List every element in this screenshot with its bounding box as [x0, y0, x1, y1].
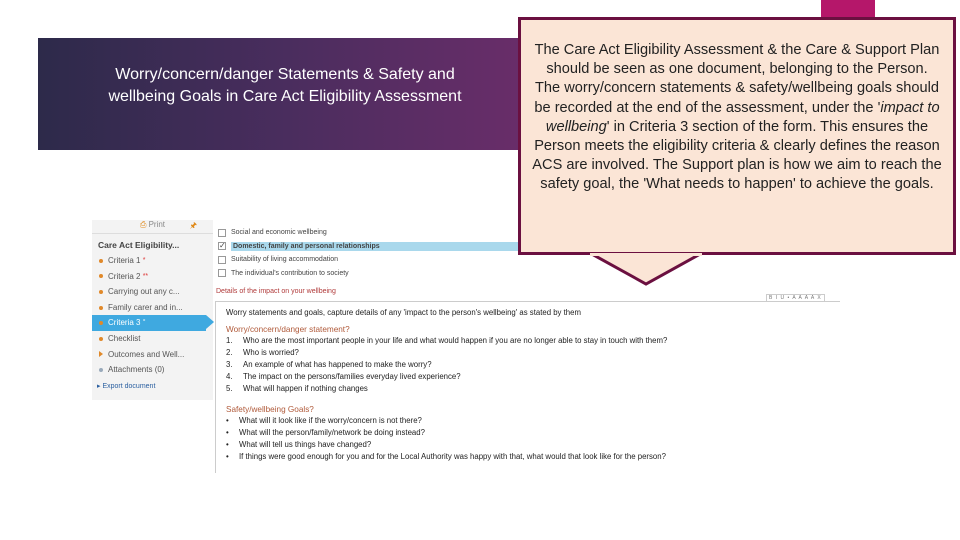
expand-arrow-icon — [99, 351, 103, 357]
worry-heading: Worry/concern/danger statement? — [226, 325, 350, 334]
sidebar-item-attachments[interactable] — [92, 362, 213, 378]
print-label: Print — [148, 220, 166, 229]
sidebar-heading: Care Act Eligibility... — [98, 240, 180, 250]
checkbox-domestic[interactable] — [218, 240, 521, 254]
bullet-icon — [99, 337, 103, 341]
callout-text: The worry/concern statements & safety/wellbeing goals should be recorded at the end of the assessment, under the ' — [534, 80, 939, 116]
bullet-icon — [99, 321, 103, 325]
bullet-icon — [99, 274, 103, 278]
checkbox[interactable] — [218, 269, 226, 277]
sidebar-item-carrying-out[interactable] — [92, 284, 213, 300]
item-text: What will the person/family/network be doing instead? — [239, 428, 425, 437]
list-item: 2. Who is worried? — [226, 348, 299, 357]
bullet-icon — [99, 259, 103, 263]
item-text: What will it look like if the worry/concern is not there? — [239, 416, 422, 425]
label: Carrying out any c... — [108, 287, 180, 297]
list-item: 5. What will happen if nothing changes — [226, 384, 368, 393]
goals-heading: Safety/wellbeing Goals? — [226, 405, 314, 414]
details-label: Details of the impact on your wellbeing — [216, 288, 336, 295]
list-item: • If things were good enough for you and for the Local Authority was happy with that, what would that look like for the person? — [226, 452, 666, 461]
checkbox-accommodation[interactable] — [218, 253, 521, 267]
worry-list — [226, 335, 840, 395]
item-text: The impact on the persons/families everyday lived experience? — [243, 372, 461, 381]
printer-icon: ⎙ — [139, 220, 149, 229]
item-text: What will tell us things have changed? — [239, 440, 372, 449]
label: Export document — [102, 382, 156, 390]
sidebar-item-criteria-1[interactable] — [92, 253, 213, 269]
list-item: • What will it look like if the worry/concern is not there? — [226, 416, 422, 425]
list-item: • What will tell us things have changed? — [226, 440, 372, 449]
checkbox-checked[interactable]: ✓ — [219, 241, 226, 251]
label: Outcomes and Well... — [108, 349, 185, 359]
label: Criteria 3 — [108, 318, 141, 328]
sidebar-item-criteria-3[interactable] — [92, 315, 206, 331]
mark: ** — [142, 272, 149, 280]
decorative-block — [821, 0, 875, 18]
editor-intro: Worry statements and goals, capture details of any 'impact to the person's wellbeing' as stated by them — [226, 308, 581, 317]
mark: ° — [142, 319, 146, 327]
checkbox[interactable] — [218, 256, 226, 264]
callout-text: ' in Criteria 3 section of the form. This ensures the Person meets the eligibility criteria & clearly defines the reason ACS are involved. The Support plan is how we aim to reach the safety goal, the 'What needs to happen' to achieve the goals. — [532, 118, 942, 193]
checkbox-social[interactable] — [218, 226, 521, 240]
bullet-icon — [99, 306, 103, 310]
label: Criteria 1 — [108, 256, 141, 265]
sidebar-item-outcomes[interactable] — [92, 347, 213, 363]
label: Checklist — [108, 333, 141, 343]
item-text: If things were good enough for you and for the Local Authority was happy with that, what would that look like for the person? — [239, 452, 666, 461]
pin-icon[interactable]: 🖈 — [189, 221, 197, 230]
label: Social and economic wellbeing — [231, 229, 327, 237]
list-item: 3. An example of what has happened to make the worry? — [226, 360, 432, 369]
callout-box — [518, 17, 956, 255]
callout-pointer — [590, 253, 705, 288]
goals-list — [226, 415, 840, 463]
wellbeing-checkbox-list — [218, 226, 521, 280]
export-document-link[interactable]: ▸ Export document — [97, 382, 156, 390]
item-text: What will happen if nothing changes — [243, 384, 368, 393]
sidebar — [92, 220, 213, 400]
callout-para-2 — [529, 79, 945, 194]
sidebar-item-criteria-2[interactable] — [92, 269, 213, 285]
list-item: • What will the person/family/network be doing instead? — [226, 428, 425, 437]
item-text: An example of what has happened to make the worry? — [243, 360, 432, 369]
label: Suitability of living accommodation — [231, 256, 338, 264]
bullet-icon — [99, 290, 103, 294]
formatting-toolbar[interactable]: B I U • A A A A X — [766, 294, 825, 302]
list-item: 1. Who are the most important people in your life and what would happen if you are no longer able to stay in touch with them? — [226, 336, 668, 345]
sidebar-item-family-carer[interactable] — [92, 300, 213, 316]
label: Criteria 2 — [108, 271, 141, 281]
item-text: Who are the most important people in your life and what would happen if you are no longer able to stay in touch with them? — [243, 336, 668, 345]
checkbox[interactable] — [218, 229, 226, 237]
attachment-icon — [99, 368, 103, 372]
sidebar-item-checklist[interactable] — [92, 331, 213, 347]
wellbeing-details-editor[interactable] — [215, 301, 840, 473]
label: Attachments (0) — [108, 365, 165, 375]
item-text: Who is worried? — [243, 348, 299, 357]
print-button[interactable] — [92, 220, 213, 234]
label: Family carer and in... — [108, 302, 183, 312]
label: Domestic, family and personal relationships — [231, 242, 521, 251]
callout-italic: impact to wellbeing — [545, 99, 940, 135]
checkbox-contribution[interactable] — [218, 267, 521, 281]
list-item: 4. The impact on the persons/families everyday lived experience? — [226, 372, 461, 381]
label: The individual's contribution to society — [231, 269, 349, 277]
slide-title: Worry/concern/danger Statements & Safety and wellbeing Goals in Care Act Eligibility Assessment — [108, 66, 462, 105]
mark: * — [142, 257, 146, 264]
callout-para-1: The Care Act Eligibility Assessment & the Care & Support Plan should be seen as one document, belonging to the Person. — [534, 42, 940, 78]
